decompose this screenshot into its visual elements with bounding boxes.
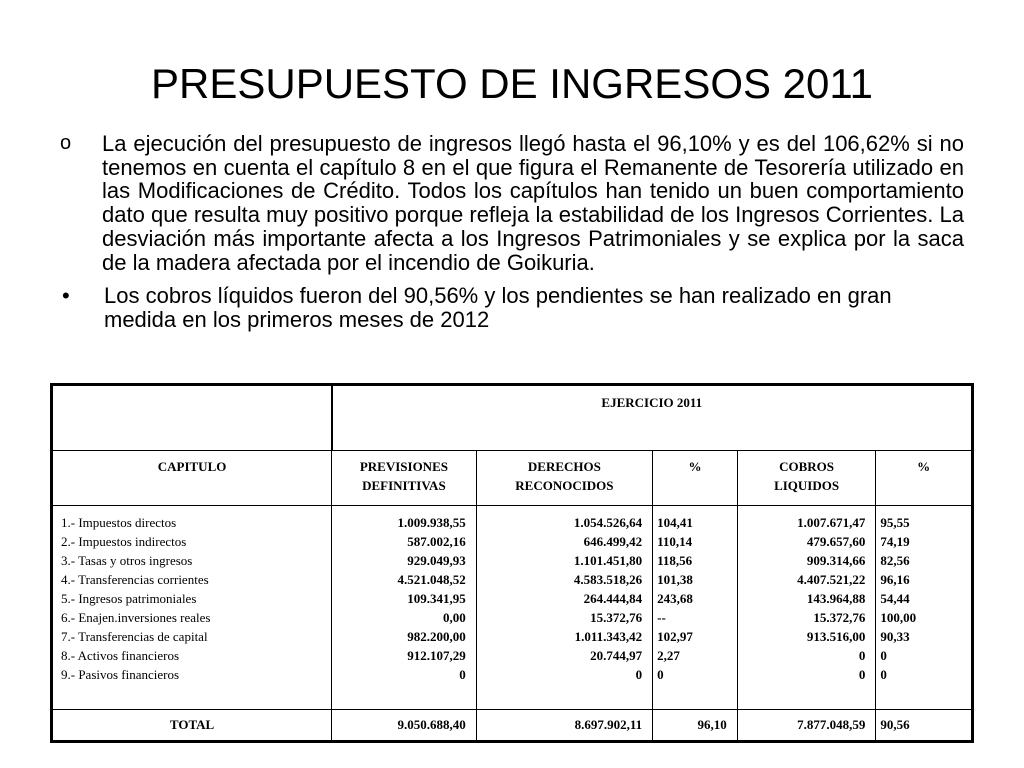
cell-previsiones: 0: [459, 667, 466, 682]
cell-capitulo: 1.- Impuestos directos: [61, 515, 177, 530]
header-previsiones: [332, 451, 477, 506]
cell-capitulo: 8.- Activos financieros: [61, 648, 180, 663]
cell-pct-cobros: 82,56: [880, 553, 910, 568]
filled-dot-bullet-icon: •: [62, 283, 70, 309]
header-derechos: [476, 451, 652, 506]
cobros-column: [737, 506, 876, 710]
pct-derechos-column: [653, 506, 738, 710]
header-capitulo: CAPITULO: [52, 451, 332, 506]
bullet-text: La ejecución del presupuesto de ingresos llegó hasta el 96,10% y es del 106,62% si no tenemos en cuenta el capítulo 8 en el que figura el Remanente de Tesorería utilizado en las Modificaciones de Crédito. Todos los capítulos han tenido un buen comportamiento dato que resulta muy positivo porque refleja la estabilidad de los Ingresos Corrientes. La desviación más importante afecta a los Ingresos Patrimoniales y se explica por la saca de la madera afectada por el incendio de Goikuria.: [102, 131, 964, 275]
cell-pct-derechos: 0: [657, 667, 664, 682]
header-pct-derechos: %: [653, 451, 738, 506]
cell-pct-cobros: 0: [880, 667, 887, 682]
previsiones-column: [332, 506, 477, 710]
cell-pct-derechos: 102,97: [657, 629, 693, 644]
cell-pct-derechos: 110,14: [657, 534, 693, 549]
cell-cobros: 0: [858, 667, 866, 682]
table-header-row: [52, 451, 973, 506]
cell-previsiones: 982.200,00: [407, 629, 466, 644]
capitulo-column: [52, 506, 332, 710]
total-label: TOTAL: [52, 710, 332, 742]
cell-cobros: 143.964,88: [806, 591, 866, 606]
cell-pct-cobros: 74,19: [880, 534, 910, 549]
header-line: DERECHOS: [527, 459, 601, 474]
cell-cobros: 913.516,00: [806, 629, 866, 644]
cell-derechos: 4.583.518,26: [573, 572, 643, 587]
group-header-ejercicio: EJERCICIO 2011: [332, 385, 973, 451]
budget-table: [50, 383, 974, 743]
header-line: COBROS: [779, 459, 835, 474]
cell-pct-cobros: 0: [880, 648, 887, 663]
cell-capitulo: 2.- Impuestos indirectos: [61, 534, 187, 549]
cell-pct-cobros: 96,16: [880, 572, 910, 587]
cell-previsiones: 929.049,93: [407, 553, 466, 568]
total-pct-cobros: 90,56: [876, 710, 973, 742]
header-pct-cobros: %: [876, 451, 973, 506]
header-line: LIQUIDOS: [774, 478, 840, 493]
cell-previsiones: 1.009.938,55: [397, 515, 466, 530]
total-pct-derechos: 96,10: [653, 710, 738, 742]
cell-capitulo: 6.- Enajen.inversiones reales: [61, 610, 211, 625]
cell-previsiones: 109.341,95: [407, 591, 466, 606]
cell-pct-cobros: 95,55: [880, 515, 910, 530]
header-line: PREVISIONES: [359, 459, 448, 474]
cell-capitulo: 7.- Transferencias de capital: [61, 629, 208, 644]
cell-derechos: 15.372,76: [590, 610, 643, 625]
cell-derechos: 264.444,84: [583, 591, 643, 606]
cell-derechos: 20.744,97: [590, 648, 643, 663]
pct-cobros-column: [876, 506, 973, 710]
empty-corner-cell: [52, 385, 332, 451]
total-cobros: 7.877.048,59: [737, 710, 876, 742]
header-cobros: [737, 451, 876, 506]
cell-derechos: 1.054.526,64: [573, 515, 643, 530]
cell-pct-derechos: 118,56: [657, 553, 693, 568]
cell-pct-derechos: 243,68: [657, 591, 693, 606]
cell-cobros: 909.314,66: [806, 553, 866, 568]
header-line: DEFINITIVAS: [362, 478, 446, 493]
cell-capitulo: 4.- Transferencias corrientes: [61, 572, 209, 587]
cell-derechos: 1.101.451,80: [573, 553, 643, 568]
bullet-text: Los cobros líquidos fueron del 90,56% y los pendientes se han realizado en gran medida en los primeros meses de 2012: [104, 283, 892, 332]
total-derechos: 8.697.902,11: [476, 710, 652, 742]
cell-pct-derechos: 101,38: [657, 572, 693, 587]
cell-cobros: 15.372,76: [813, 610, 866, 625]
bullet-item: [60, 284, 964, 331]
cell-capitulo: 3.- Tasas y otros ingresos: [61, 553, 193, 568]
hollow-circle-bullet-icon: o: [60, 132, 72, 154]
cell-cobros: 1.007.671,47: [797, 515, 866, 530]
cell-capitulo: 9.- Pasivos financieros: [61, 667, 180, 682]
derechos-column: [476, 506, 652, 710]
slide-title: PRESUPUESTO DE INGRESOS 2011: [150, 60, 874, 107]
cell-pct-derechos: --: [657, 610, 666, 625]
cell-previsiones: 912.107,29: [407, 648, 466, 663]
cell-pct-cobros: 90,33: [880, 629, 910, 644]
total-previsiones: 9.050.688,40: [332, 710, 477, 742]
bullet-list: [60, 132, 964, 332]
cell-capitulo: 5.- Ingresos patrimoniales: [61, 591, 197, 606]
cell-derechos: 646.499,42: [583, 534, 643, 549]
cell-derechos: 1.011.343,42: [574, 629, 643, 644]
cell-derechos: 0: [635, 667, 643, 682]
table-total-row: [52, 710, 973, 742]
cell-previsiones: 0,00: [442, 610, 466, 625]
header-line: RECONOCIDOS: [515, 478, 614, 493]
bullet-item: [60, 132, 964, 274]
cell-previsiones: 587.002,16: [407, 534, 466, 549]
cell-pct-cobros: 54,44: [880, 591, 910, 606]
cell-pct-derechos: 2,27: [657, 648, 680, 663]
cell-previsiones: 4.521.048,52: [397, 572, 466, 587]
cell-cobros: 479.657,60: [806, 534, 866, 549]
table-group-header-row: [52, 385, 973, 451]
cell-cobros: 4.407.521,22: [797, 572, 866, 587]
cell-pct-derechos: 104,41: [657, 515, 693, 530]
cell-cobros: 0: [858, 648, 866, 663]
cell-pct-cobros: 100,00: [880, 610, 917, 625]
table-body-row: [52, 506, 973, 710]
